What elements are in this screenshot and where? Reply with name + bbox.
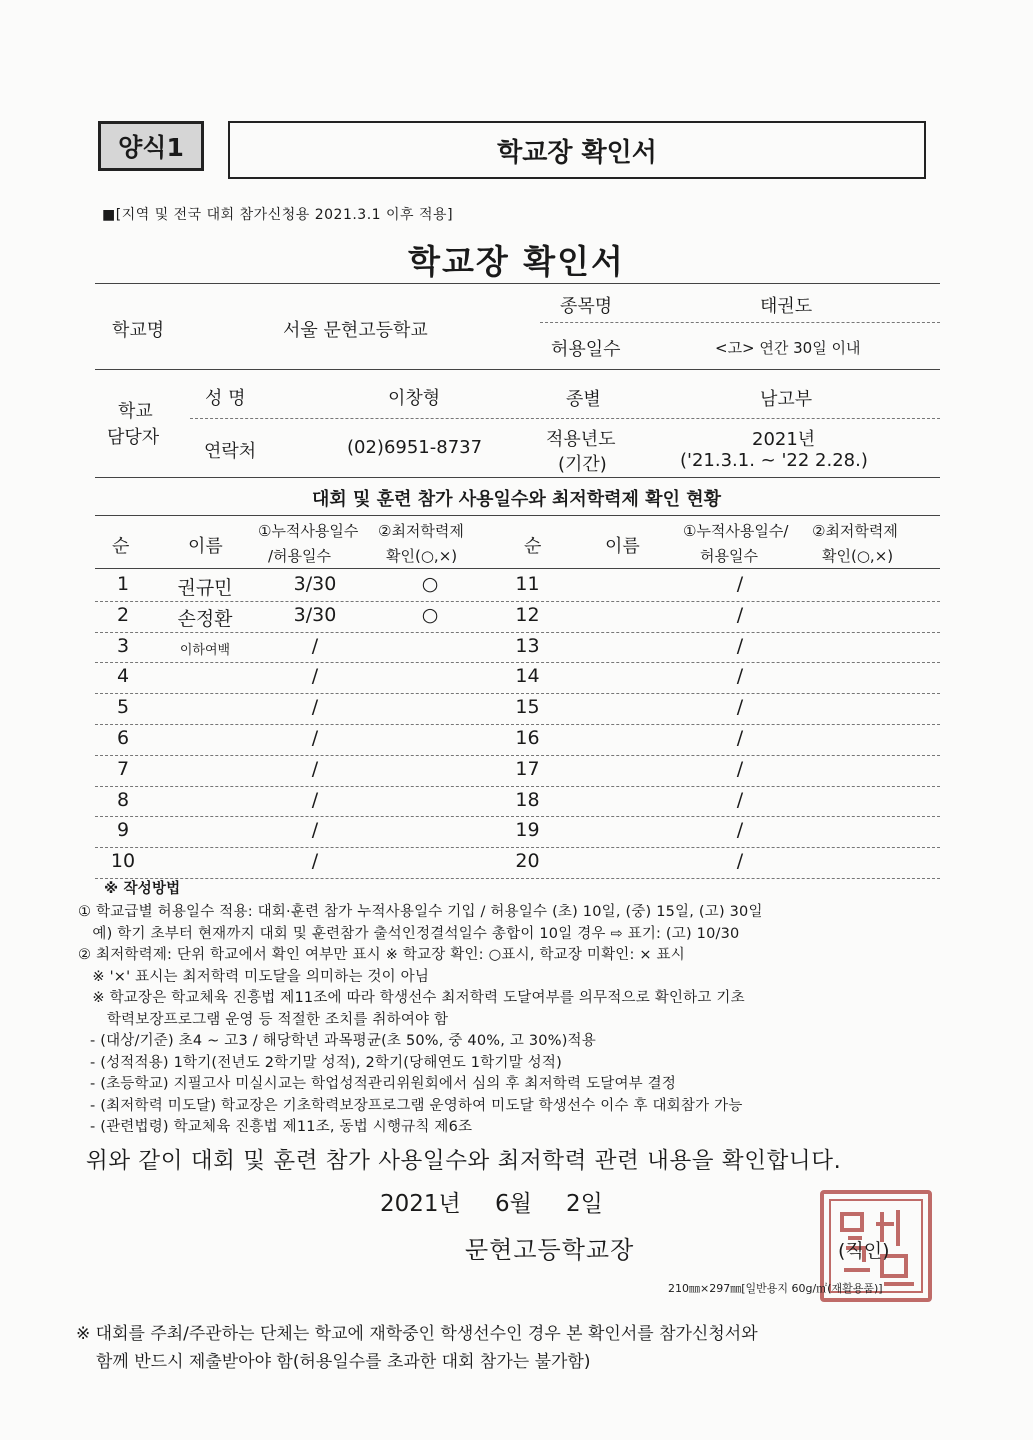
divider — [95, 283, 940, 284]
row-days: 3/30 — [293, 573, 337, 595]
row-seq: 9 — [116, 819, 130, 842]
row-divider — [95, 601, 940, 602]
row-days-right: / — [736, 727, 744, 749]
confirm-text: 위와 같이 대회 및 훈련 참가 사용일수와 최저학력 관련 내용을 확인합니다. — [86, 1148, 842, 1174]
row-seq: 2 — [116, 603, 130, 626]
note-line: - (최저학력 미도달) 학교장은 기초학력보장프로그램 운영하여 미도달 학생선수 이수 후 대회참가 가능 — [90, 1097, 743, 1114]
row-days-right: / — [736, 665, 744, 688]
row-days: / — [311, 788, 319, 811]
row-divider — [95, 662, 940, 663]
row-seq-right: 19 — [515, 819, 540, 842]
note-line: - (관련법령) 학교체육 진흥법 제11조, 동법 시행규칙 제6조 — [90, 1119, 473, 1135]
note-line: 예) 학기 초부터 현재까지 대회 및 훈련참가 출석인정결석일수 총합이 10일 경우 ⇨ 표기: (고) 10/30 — [78, 925, 740, 942]
row-seq-right: 15 — [515, 696, 540, 719]
col-seq: 순 — [112, 536, 130, 557]
row-check: ○ — [421, 573, 439, 595]
row-days-right: / — [736, 788, 744, 811]
date-day: 2일 — [566, 1191, 603, 1217]
header-title: 학교장 확인서 — [228, 121, 926, 179]
period-label: (기간) — [558, 454, 607, 475]
row-days-right: / — [736, 850, 744, 873]
col-check-right: ②최저학력제 — [812, 522, 898, 540]
col-days: ①누적사용일수 — [258, 522, 359, 540]
division-value: 남고부 — [760, 389, 813, 410]
divider — [190, 418, 940, 419]
row-seq-right: 16 — [515, 727, 540, 749]
manager-label-2: 담당자 — [107, 427, 160, 448]
usage-notice: ■[지역 및 전국 대회 참가신청용 2021.3.1 이후 적용] — [102, 207, 454, 223]
divider — [95, 477, 940, 478]
row-days: / — [311, 850, 319, 873]
row-days: / — [311, 696, 319, 719]
col-check: ②최저학력제 — [378, 522, 464, 540]
row-days: 3/30 — [293, 603, 337, 626]
row-seq-right: 12 — [515, 603, 540, 626]
name-label: 성 명 — [205, 388, 246, 409]
footer-note-2: 함께 반드시 제출받아야 함(허용일수를 초과한 대회 참가는 불가함) — [96, 1352, 591, 1372]
row-days-right: / — [736, 603, 744, 626]
row-name: 손정환 — [177, 607, 233, 630]
col-check-2: 확인(○,×) — [386, 547, 458, 565]
seal-label: (직인) — [838, 1240, 890, 1262]
note-line: 학력보장프로그램 운영 등 적절한 조치를 취하여야 함 — [78, 1011, 449, 1028]
row-check: ○ — [421, 603, 439, 626]
row-seq: 10 — [110, 850, 136, 873]
row-seq-right: 13 — [515, 634, 540, 657]
divider — [95, 369, 940, 370]
row-name: 이하여백 — [179, 642, 231, 658]
row-days: / — [311, 665, 319, 688]
divider — [540, 322, 940, 323]
row-days-right: / — [736, 634, 744, 657]
row-divider — [95, 755, 940, 756]
row-seq-right: 18 — [515, 788, 540, 811]
year-label: 적용년도 — [546, 429, 616, 450]
period-value: ('21.3.1. ~ '22 2.28.) — [680, 450, 868, 471]
date-year: 2021년 — [380, 1191, 461, 1217]
row-seq: 8 — [116, 788, 130, 811]
row-name: 권규민 — [177, 577, 233, 599]
note-line: ② 최저학력제: 단위 학교에서 확인 여부만 표시 ※ 학교장 확인: ○표시, 학교장 미확인: × 표시 — [78, 947, 685, 963]
school-value: 서울 문현고등학교 — [283, 320, 428, 341]
row-divider — [95, 632, 940, 633]
year-value: 2021년 — [752, 429, 816, 450]
row-seq: 7 — [116, 757, 130, 780]
footer-note: ※ 대회를 주최/주관하는 단체는 학교에 재학중인 학생선수인 경우 본 확인서를 참가신청서와 — [76, 1324, 758, 1344]
manager-label: 학교 — [118, 401, 153, 422]
row-days: / — [311, 727, 319, 749]
row-days-right: / — [736, 757, 744, 780]
row-days: / — [311, 757, 319, 780]
row-seq: 5 — [116, 696, 130, 719]
row-days: / — [311, 634, 319, 657]
note-line: - (성적적용) 1학기(전년도 2학기말 성적), 2학기(당해연도 1학기말 성적) — [90, 1054, 562, 1071]
row-seq: 4 — [116, 665, 130, 688]
divider — [95, 568, 940, 569]
school-label: 학교명 — [112, 320, 165, 341]
contact-value: (02)6951-8737 — [347, 437, 483, 458]
row-seq: 6 — [116, 727, 130, 749]
event-value: 태권도 — [760, 296, 813, 317]
page-title: 학교장 확인서 — [408, 242, 625, 281]
row-days-right: / — [736, 819, 744, 842]
notes-title: ※ 작성방법 — [104, 881, 181, 897]
row-divider — [95, 847, 940, 848]
col-seq-right: 순 — [524, 536, 542, 557]
row-divider — [95, 786, 940, 787]
principal-title: 문현고등학교장 — [465, 1236, 635, 1264]
row-divider — [95, 724, 940, 725]
table-title: 대회 및 훈련 참가 사용일수와 최저학력제 확인 현황 — [311, 489, 721, 510]
contact-label: 연락처 — [204, 441, 257, 462]
row-seq: 3 — [116, 634, 130, 657]
row-days: / — [311, 819, 319, 842]
note-line: ※ '×' 표시는 최저학력 미도달을 의미하는 것이 아님 — [78, 968, 430, 985]
allowed-days-label: 허용일수 — [551, 339, 621, 360]
col-name: 이름 — [188, 536, 223, 557]
row-days-right: / — [736, 696, 744, 719]
manager-name: 이창형 — [388, 388, 441, 409]
col-check-right-2: 확인(○,×) — [822, 547, 894, 565]
row-seq-right: 11 — [515, 573, 540, 595]
divider — [95, 515, 940, 516]
col-days-right-2: 허용일수 — [700, 547, 758, 565]
form-number-label: 양식1 — [98, 121, 204, 171]
note-line: ※ 학교장은 학교체육 진흥법 제11조에 따라 학생선수 최저학력 도달여부를 의무적으로 확인하고 기초 — [78, 990, 745, 1006]
col-days-2: /허용일수 — [268, 547, 332, 565]
row-seq-right: 20 — [515, 850, 540, 873]
row-divider — [95, 816, 940, 817]
paper-spec: 210㎜×297㎜[일반용지 60g/㎡(재활용품)] — [668, 1282, 883, 1295]
col-days-right: ①누적사용일수/ — [683, 522, 789, 540]
row-days-right: / — [736, 573, 744, 595]
note-line: - (대상/기준) 초4 ~ 고3 / 해당학년 과목평균(초 50%, 중 40%, 고 30%)적용 — [90, 1033, 596, 1049]
row-divider — [95, 878, 940, 879]
division-label: 종별 — [566, 389, 601, 410]
row-seq-right: 17 — [515, 757, 540, 780]
note-line: - (초등학교) 지필고사 미실시교는 학업성적관리위원회에서 심의 후 최저학력 도달여부 결정 — [90, 1076, 677, 1092]
col-name-right: 이름 — [605, 536, 640, 557]
row-seq-right: 14 — [515, 665, 540, 688]
row-seq: 1 — [116, 573, 130, 595]
row-divider — [95, 693, 940, 694]
date-month: 6월 — [495, 1191, 532, 1217]
event-label: 종목명 — [560, 296, 613, 317]
note-line: ① 학교급별 허용일수 적용: 대회·훈련 참가 누적사용일수 기입 / 허용일수 (초) 10일, (중) 15일, (고) 30일 — [78, 904, 763, 920]
allowed-days-value: <고> 연간 30일 이내 — [715, 339, 861, 357]
